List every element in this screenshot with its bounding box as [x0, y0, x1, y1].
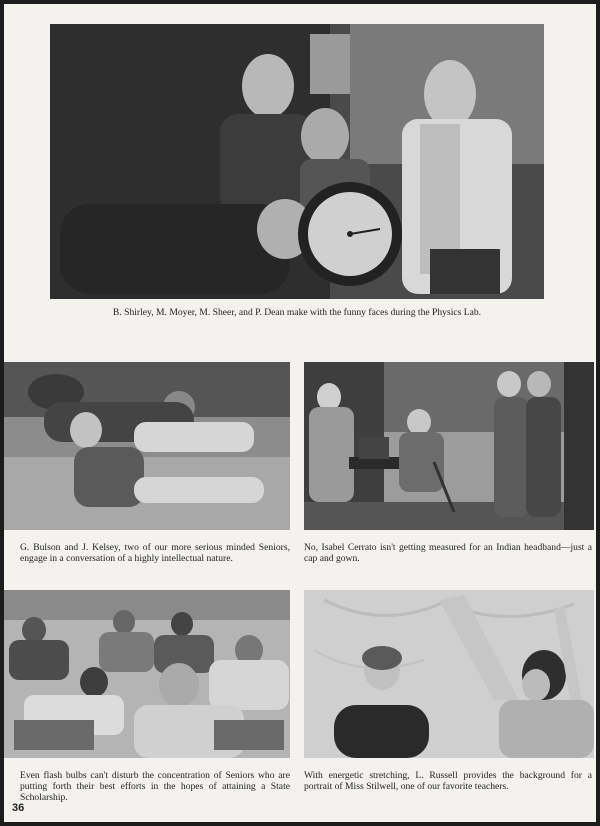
caption-cap-and-gown: No, Isabel Cerrato isn't getting measured for an Indian headband—just a cap and gown. — [304, 542, 592, 564]
page-number: 36 — [12, 802, 25, 814]
caption-physics-lab: B. Shirley, M. Moyer, M. Sheer, and P. Dean make with the funny faces during the Physics Lab. — [112, 307, 482, 318]
caption-seniors-conversation: G. Bulson and J. Kelsey, two of our more serious minded Seniors, engage in a conversation of a highly intellectual nature. — [20, 542, 290, 564]
photo-seniors-exam — [4, 590, 290, 758]
caption-portrait-backdrop: With energetic stretching, L. Russell provides the background for a portrait of Miss Stilwell, one of our favorite teachers. — [304, 770, 592, 792]
photo-portrait-backdrop — [304, 590, 594, 758]
photo-cap-and-gown — [304, 362, 594, 530]
caption-seniors-exam: Even flash bulbs can't disturb the concentration of Seniors who are putting forth their best efforts in the hopes of attaining a State Scholarship. — [20, 770, 290, 803]
photo-seniors-conversation — [4, 362, 290, 530]
photo-physics-lab — [50, 24, 544, 299]
yearbook-page — [4, 4, 596, 822]
